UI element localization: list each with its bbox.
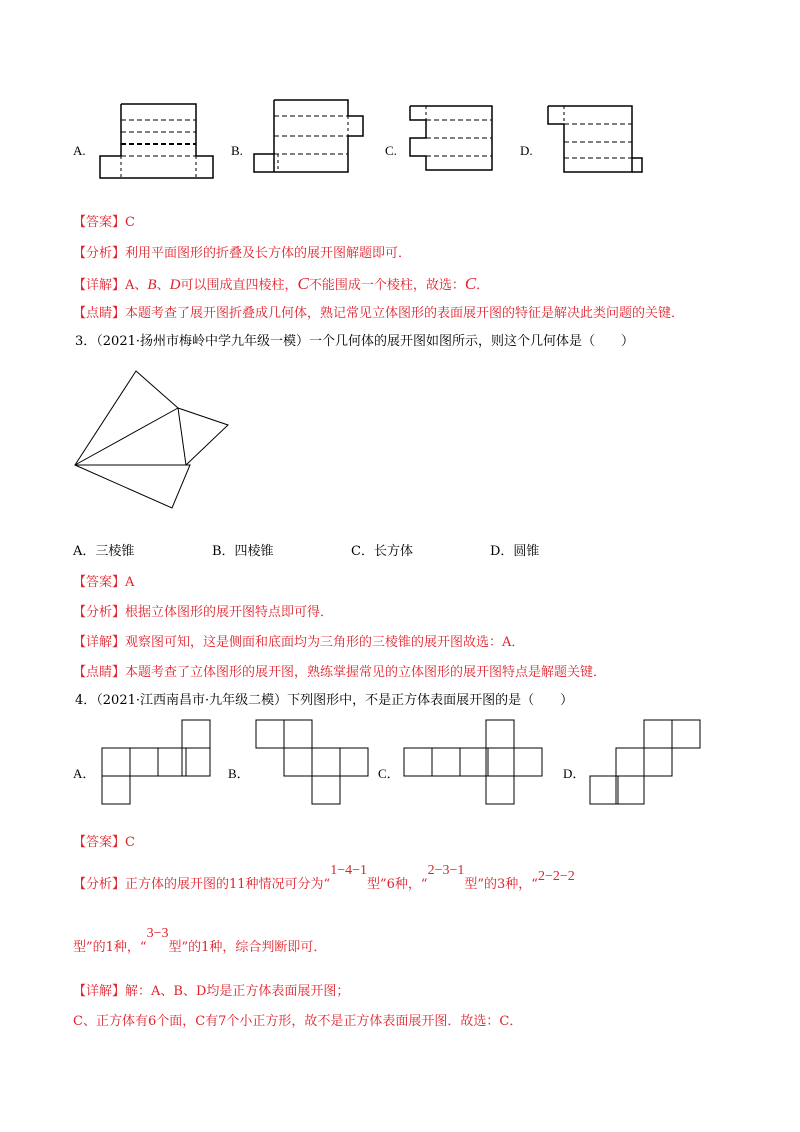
q3-analysis: 【分析】根据立体图形的展开图特点即可得． — [73, 605, 334, 620]
q4-option-b-label: B． — [228, 766, 250, 781]
q3-option-d: D．圆锥 — [490, 544, 540, 559]
q2-analysis: 【分析】利用平面图形的折叠及长方体的展开图解题即可． — [73, 246, 412, 261]
q4-net-b — [254, 718, 369, 808]
q4-net-c — [402, 718, 547, 808]
q4-option-c-label: C． — [378, 766, 400, 781]
q4-option-d-label: D． — [563, 766, 586, 781]
q4-net-d — [588, 718, 703, 808]
q3-net-figure — [70, 365, 240, 515]
q2-net-a — [96, 96, 221, 182]
q4-option-a-label: A． — [73, 766, 96, 781]
q4-analysis-line2: 型”的1种，“3−3型”的1种，综合判断即可． — [73, 926, 327, 955]
q2-comment: 【点睛】本题考查了展开图折叠成几何体，熟记常见立体图形的表面展开图的特征是解决此类问题的关键． — [73, 306, 685, 321]
q2-option-b-label: B. — [231, 143, 243, 158]
q3-detail: 【详解】观察图可知，这是侧面和底面均为三角形的三棱锥的展开图故选：A． — [73, 635, 525, 650]
q2-answer: 【答案】C — [73, 215, 135, 230]
q4-answer: 【答案】C — [73, 835, 135, 850]
q2-option-d-label: D. — [520, 143, 533, 158]
q3-stem: 3．（2021·扬州市梅岭中学九年级一模）一个几何体的展开图如图所示，则这个几何体是（ ） — [75, 334, 634, 349]
q3-answer: 【答案】A — [73, 575, 135, 590]
q3-option-b: B．四棱锥 — [212, 544, 274, 559]
q2-option-a-label: A. — [73, 143, 86, 158]
q4-net-a — [100, 718, 215, 808]
q4-detail-line1: 【详解】解：A、B、D均是正方体表面展开图； — [73, 984, 350, 999]
q2-net-c — [404, 100, 504, 180]
q4-detail-line2: C、正方体有6个面，C有7个小正方形，故不是正方体表面展开图．故选：C． — [73, 1014, 523, 1029]
q3-option-a: A．三棱锥 — [73, 544, 135, 559]
q4-analysis-line1: 【分析】正方体的展开图的11种情况可分为“1−4−1型”6种，“2−3−1型”的3种，“2−2−2 — [73, 863, 575, 892]
q2-detail: 【详解】A、B、D可以围成直四棱柱，C不能围成一个棱柱，故选：C． — [73, 274, 490, 293]
q3-option-c: C．长方体 — [351, 544, 413, 559]
q2-option-c-label: C. — [385, 143, 397, 158]
q3-comment: 【点睛】本题考查了立体图形的展开图，熟练掌握常见的立体图形的展开图特点是解题关键． — [73, 665, 607, 680]
q4-stem: 4．（2021·江西南昌市·九年级二模）下列图形中，不是正方体表面展开图的是（ ） — [75, 693, 574, 708]
q2-net-b — [250, 96, 370, 182]
q2-net-d — [540, 100, 650, 182]
